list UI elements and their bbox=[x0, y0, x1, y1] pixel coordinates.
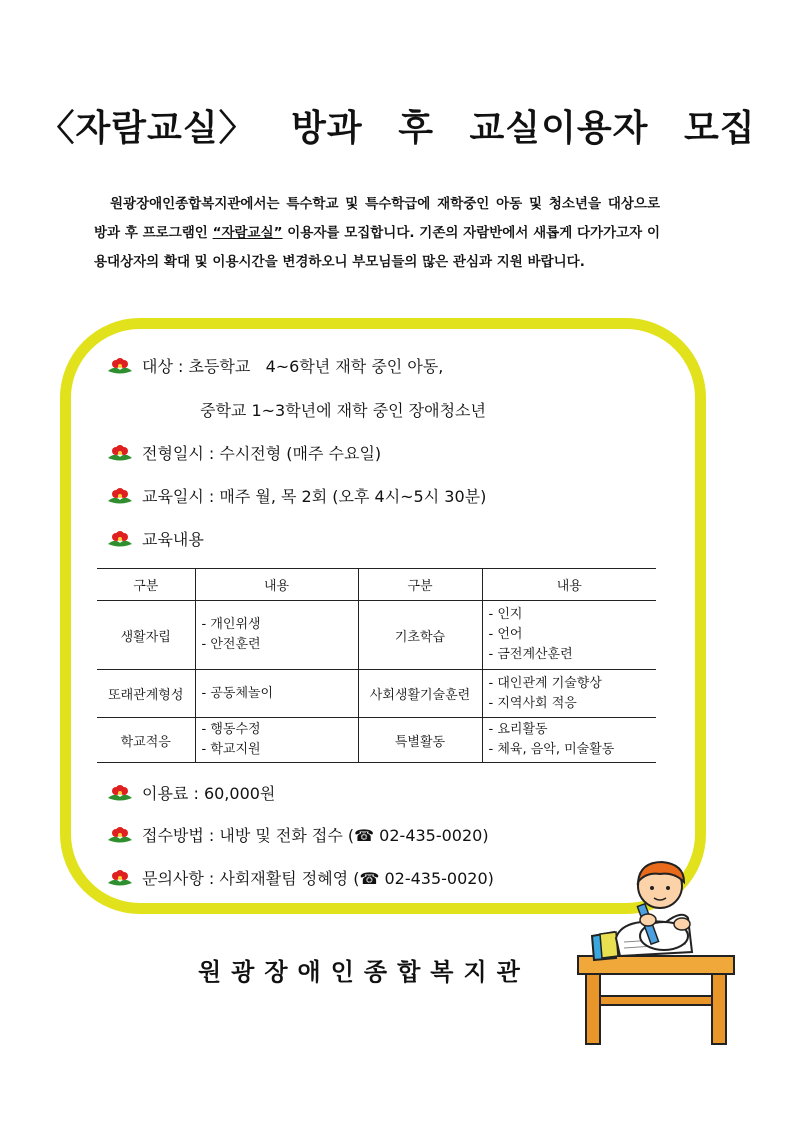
organization-name: 원광장애인종합복지관 bbox=[198, 958, 530, 986]
target-label: 대상 : bbox=[142, 354, 188, 377]
studying-child-illustration bbox=[570, 858, 740, 1048]
page-title: 〈자람교실〉 방과 후 교실이용자 모집 bbox=[38, 108, 756, 149]
apply-value: 내방 및 전화 접수 (☎ 02-435-0020) bbox=[219, 826, 489, 845]
table-cell bbox=[195, 601, 358, 670]
program-table bbox=[97, 568, 656, 763]
list-item: - 대인관계 기술향상 bbox=[489, 674, 651, 694]
table-cell: 또래관계형성 bbox=[97, 670, 195, 718]
intro-paragraph bbox=[94, 190, 660, 277]
apply-label: 접수방법 : bbox=[142, 823, 219, 846]
program-name: “자람교실” bbox=[212, 224, 283, 241]
table-cell bbox=[195, 718, 358, 763]
list-item: - 지역사회 적응 bbox=[489, 694, 651, 714]
schedule-item bbox=[106, 484, 486, 507]
intro-text-after: 이용자를 모집합니다. 기존의 자람반에서 새롭게 다가가고자 이용대상자의 확대 및 이용시간을 변경하오니 부모님들의 많은 관심과 지원 바랍니다. bbox=[94, 224, 660, 270]
table-cell bbox=[482, 670, 656, 718]
schedule-label: 교육일시 : bbox=[142, 484, 219, 507]
table-header: 구분 bbox=[97, 569, 195, 601]
target-item bbox=[106, 354, 443, 377]
table-cell: 사회생활기술훈련 bbox=[358, 670, 482, 718]
list-item: - 체육, 음악, 미술활동 bbox=[489, 740, 651, 760]
fee-label: 이용료 : bbox=[142, 781, 204, 804]
list-item: - 안전훈련 bbox=[202, 635, 352, 655]
intro-text-before: 원광장애인종합복지관에서는 특수학교 및 특수학급에 재학중인 아동 및 청소년을 대상으로 방과 후 프로그램인 bbox=[94, 195, 660, 241]
table-header-row bbox=[97, 569, 656, 601]
list-item: - 인지 bbox=[489, 605, 651, 625]
table-header: 내용 bbox=[195, 569, 358, 601]
apply-item bbox=[106, 823, 489, 846]
content-item bbox=[106, 527, 204, 550]
table-cell bbox=[482, 718, 656, 763]
flower-bullet-icon bbox=[106, 826, 134, 844]
table-row bbox=[97, 670, 656, 718]
table-cell: 특별활동 bbox=[358, 718, 482, 763]
schedule-value: 매주 월, 목 2회 (오후 4시~5시 30분) bbox=[219, 487, 487, 506]
flower-bullet-icon bbox=[106, 487, 134, 505]
list-item: - 개인위생 bbox=[202, 615, 352, 635]
selection-label: 전형일시 : bbox=[142, 441, 219, 464]
table-cell bbox=[195, 670, 358, 718]
list-item: - 공동체놀이 bbox=[202, 684, 352, 704]
table-row bbox=[97, 601, 656, 670]
table-header: 구분 bbox=[358, 569, 482, 601]
contact-item bbox=[106, 866, 494, 889]
flower-bullet-icon bbox=[106, 869, 134, 887]
contact-value: 사회재활팀 정혜영 (☎ 02-435-0020) bbox=[219, 869, 494, 888]
list-item: - 요리활동 bbox=[489, 720, 651, 740]
table-row bbox=[97, 718, 656, 763]
list-item: - 학교지원 bbox=[202, 740, 352, 760]
content-label: 교육내용 bbox=[142, 530, 204, 549]
list-item: - 행동수정 bbox=[202, 720, 352, 740]
contact-label: 문의사항 : bbox=[142, 866, 219, 889]
table-cell: 생활자립 bbox=[97, 601, 195, 670]
flower-bullet-icon bbox=[106, 444, 134, 462]
flower-bullet-icon bbox=[106, 530, 134, 548]
list-item: - 금전계산훈련 bbox=[489, 645, 651, 665]
flower-bullet-icon bbox=[106, 784, 134, 802]
table-cell: 학교적응 bbox=[97, 718, 195, 763]
table-cell bbox=[482, 601, 656, 670]
fee-item bbox=[106, 781, 275, 804]
table-header: 내용 bbox=[482, 569, 656, 601]
list-item: - 언어 bbox=[489, 625, 651, 645]
target-value-continued: 중학교 1~3학년에 재학 중인 장애청소년 bbox=[200, 401, 486, 420]
selection-item bbox=[106, 441, 381, 464]
table-cell: 기초학습 bbox=[358, 601, 482, 670]
flower-bullet-icon bbox=[106, 357, 134, 375]
selection-value: 수시전형 (매주 수요일) bbox=[219, 444, 382, 463]
target-value: 초등학교 4~6학년 재학 중인 아동, bbox=[188, 357, 444, 376]
fee-value: 60,000원 bbox=[203, 784, 276, 803]
